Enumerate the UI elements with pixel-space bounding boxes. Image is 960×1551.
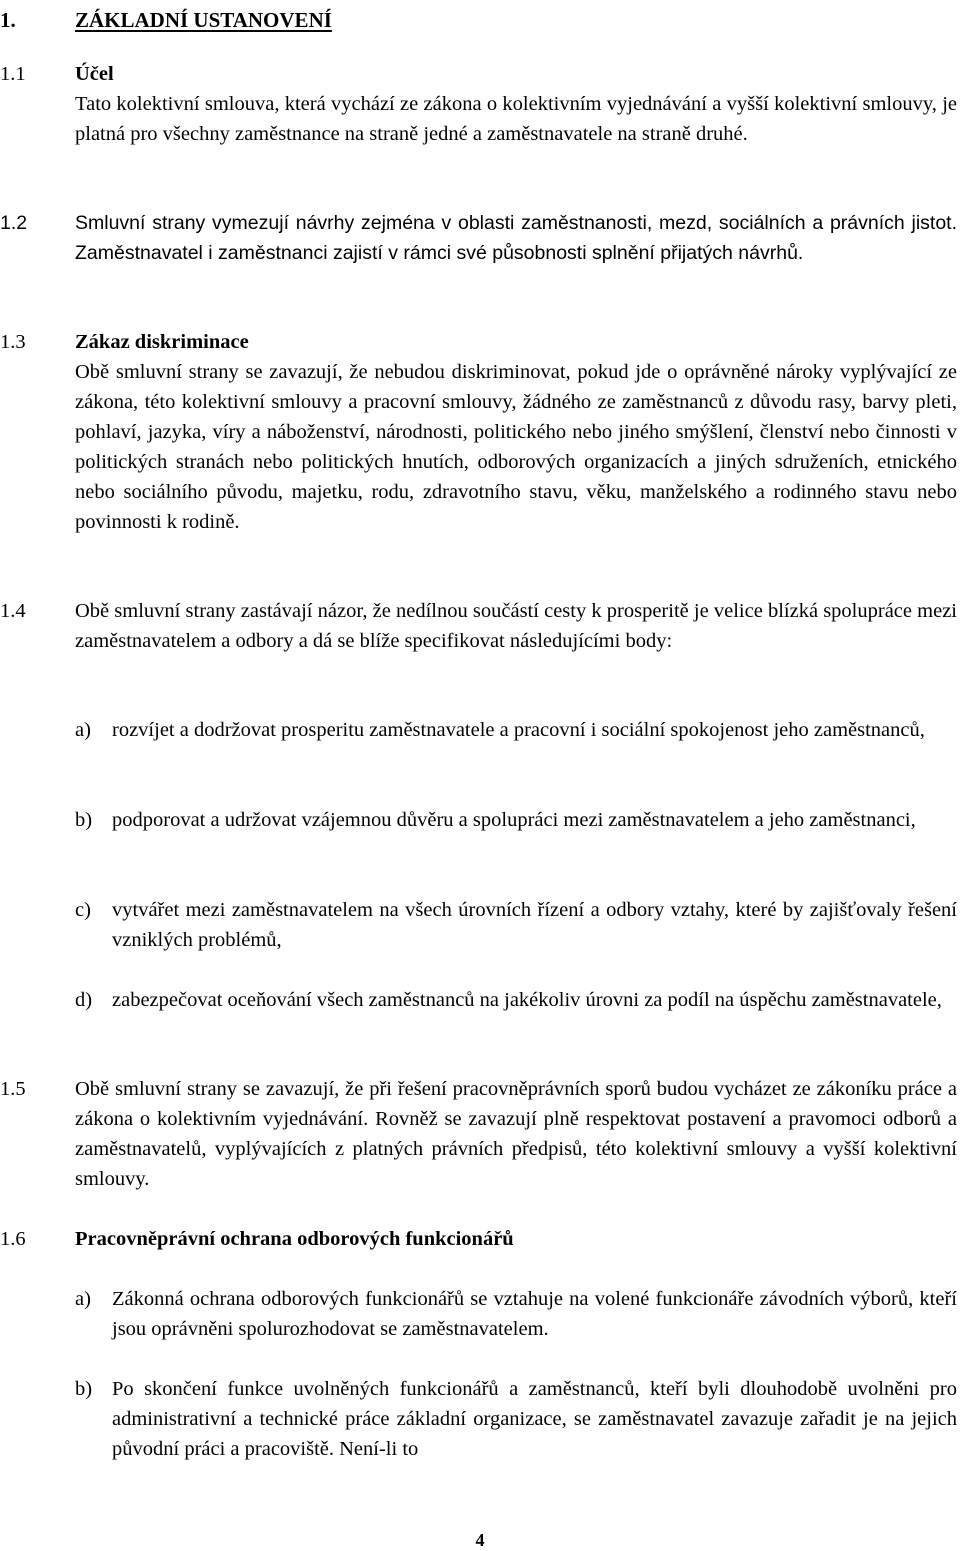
section-number: 1.5 bbox=[0, 1078, 26, 1100]
list-item-text: zabezpečovat oceňování všech zaměstnanců na jakékoliv úrovni za podíl na úspěchu zaměstnavatele, bbox=[112, 989, 942, 1011]
section-paragraph: Obě smluvní strany zastávají názor, že nedílnou součástí cesty k prosperitě je velice blízká spolupráce mezi zaměstnavatelem a odbory a dá se blíže specifikovat následujícími body: bbox=[75, 600, 957, 652]
section-paragraph: Tato kolektivní smlouva, která vychází ze zákona o kolektivním vyjednávání a vyšší kolektivní smlouvy, je platná pro všechny zaměstnance na straně jedné a zaměstnavatele na straně druhé. bbox=[75, 93, 957, 145]
list-item-text: rozvíjet a dodržovat prosperitu zaměstnavatele a pracovní i sociální spokojenost jeho zaměstnanců, bbox=[112, 719, 925, 741]
list-item-letter: a) bbox=[75, 719, 91, 741]
chapter-number: 1. bbox=[0, 8, 16, 32]
section-title: Pracovněprávní ochrana odborových funkcionářů bbox=[75, 1228, 514, 1250]
section-title: Zákaz diskriminace bbox=[75, 331, 249, 353]
list-item-text: podporovat a udržovat vzájemnou důvěru a spolupráci mezi zaměstnavatelem a jeho zaměstnanci, bbox=[112, 809, 916, 831]
section-number: 1.2 bbox=[0, 212, 28, 234]
section-number: 1.3 bbox=[0, 331, 26, 353]
section-title: Účel bbox=[75, 63, 114, 85]
list-item-letter: a) bbox=[75, 1288, 91, 1310]
section-paragraph: Obě smluvní strany se zavazují, že při řešení pracovněprávních sporů budou vycházet ze zákoníku práce a zákona o kolektivním vyjednávání. Rovněž se zavazují plně respektovat postavení a pravomoci odborů a zaměstnavatelů, vyplývajících z platných právních předpisů, této kolektivní smlouvy a vyšší kolektivní smlouvy. bbox=[75, 1078, 957, 1190]
page-number: 4 bbox=[475, 1530, 485, 1550]
section-number: 1.6 bbox=[0, 1228, 26, 1250]
list-item-letter: b) bbox=[75, 809, 93, 831]
list-item-text: vytvářet mezi zaměstnavatelem na všech úrovních řízení a odbory vztahy, které by zajišťovaly řešení vzniklých problémů, bbox=[112, 899, 957, 951]
list-item-letter: d) bbox=[75, 989, 93, 1011]
chapter-heading bbox=[0, 5, 332, 35]
list-item-letter: b) bbox=[75, 1378, 93, 1400]
list-item-text: Po skončení funkce uvolněných funkcionářů a zaměstnanců, kteří byli dlouhodobě uvolněni pro administrativní a technické práce základní organizace, se zaměstnavatel zavazuje zařadit je na jejich původní práci a pracoviště. Není-li to bbox=[112, 1378, 957, 1460]
chapter-title: ZÁKLADNÍ USTANOVENÍ bbox=[75, 8, 332, 32]
list-item-text: Zákonná ochrana odborových funkcionářů se vztahuje na volené funkcionáře závodních výborů, kteří jsou oprávněni spolurozhodovat se zaměstnavatelem. bbox=[112, 1288, 957, 1340]
section-paragraph: Obě smluvní strany se zavazují, že nebudou diskriminovat, pokud jde o oprávněné nároky vyplývající ze zákona, této kolektivní smlouvy a pracovní smlouvy, žádného ze zaměstnanců z důvodu rasy, barvy pleti, pohlaví, jazyka, víry a náboženství, národnosti, politického nebo jiného smýšlení, členství nebo činnosti v politických stranách nebo politických hnutích, odborových organizacích a jiných sdruženích, etnického nebo sociálního původu, majetku, rodu, zdravotního stavu, věku, manželského a rodinného stavu nebo povinnosti k rodině. bbox=[75, 361, 957, 533]
list-item-letter: c) bbox=[75, 899, 91, 921]
section-paragraph: Smluvní strany vymezují návrhy zejména v oblasti zaměstnanosti, mezd, sociálních a právních jistot. Zaměstnavatel i zaměstnanci zajistí v rámci své působnosti splnění přijatých návrhů. bbox=[75, 212, 957, 264]
section-number: 1.4 bbox=[0, 600, 26, 622]
section-number: 1.1 bbox=[0, 63, 26, 85]
